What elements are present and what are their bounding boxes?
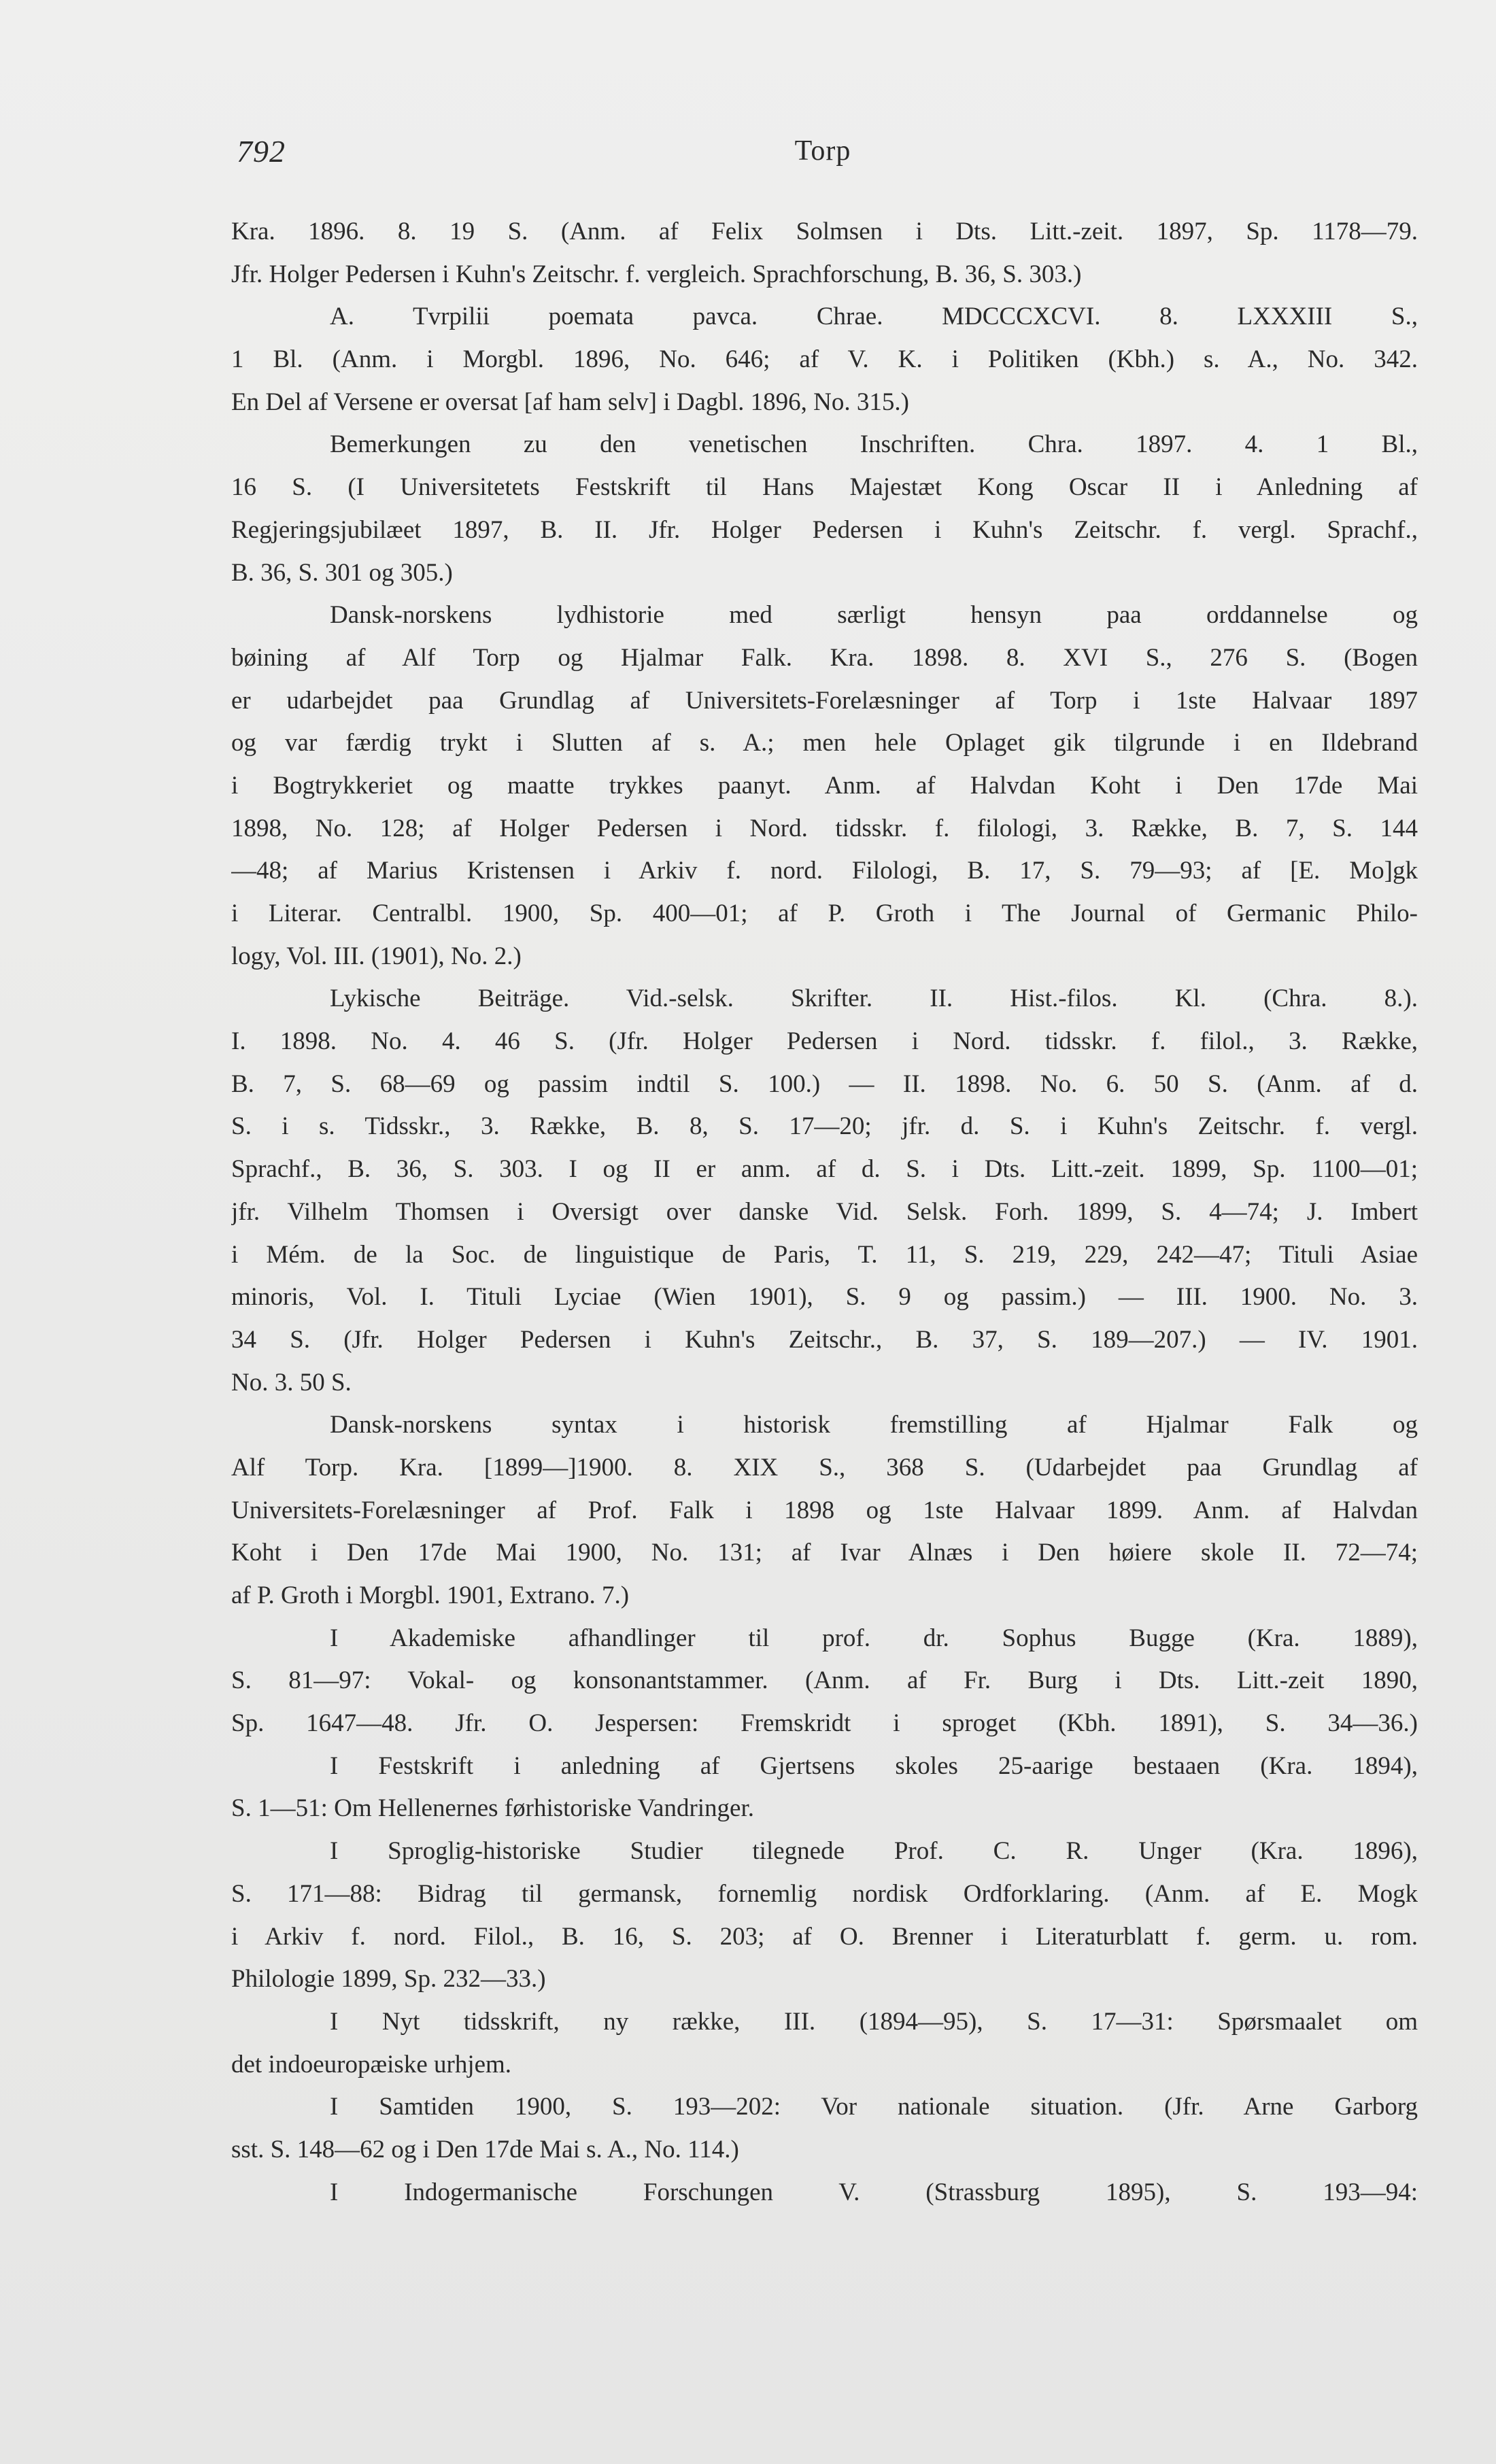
text-line: Jfr. Holger Pedersen i Kuhn's Zeitschr. f. vergleich. Sprachforschung, B. 36, S. 303.) <box>231 260 1082 288</box>
entry-first-line: I Samtiden 1900, S. 193—202: Vor nationale situation. (Jfr. Arne Garborg <box>330 2093 1418 2121</box>
text-line: jfr. Vilhelm Thomsen i Oversigt over danske Vid. Selsk. Forh. 1899, S. 4—74; J. Imbert <box>231 1197 1418 1226</box>
text-line: 1 Bl. (Anm. i Morgbl. 1896, No. 646; af V. K. i Politiken (Kbh.) s. A., No. 342. <box>231 345 1418 374</box>
text-line: i Arkiv f. nord. Filol., B. 16, S. 203; af O. Brenner i Literaturblatt f. germ. u. rom. <box>231 1922 1418 1951</box>
text-line: 34 S. (Jfr. Holger Pedersen i Kuhn's Zeitschr., B. 37, S. 189—207.) — IV. 1901. <box>231 1325 1418 1354</box>
text-line: i Mém. de la Soc. de linguistique de Paris, T. 11, S. 219, 229, 242—47; Tituli Asiae <box>231 1240 1418 1269</box>
text-line: logy, Vol. III. (1901), No. 2.) <box>231 942 522 970</box>
text-line: —48; af Marius Kristensen i Arkiv f. nord. Filologi, B. 17, S. 79—93; af [E. Mo]gk <box>231 857 1418 885</box>
entry-first-line: A. Tvrpilii poemata pavca. Chrae. MDCCCXCVI. 8. LXXXIII S., <box>330 303 1418 331</box>
text-line: er udarbejdet paa Grundlag af Universitets-Forelæsninger af Torp i 1ste Halvaar 1897 <box>231 686 1418 715</box>
text-line: B. 36, S. 301 og 305.) <box>231 558 453 587</box>
text-line: I. 1898. No. 4. 46 S. (Jfr. Holger Pedersen i Nord. tidsskr. f. filol., 3. Række, <box>231 1027 1418 1056</box>
text-line: af P. Groth i Morgbl. 1901, Extrano. 7.) <box>231 1581 630 1609</box>
text-line: Sp. 1647—48. Jfr. O. Jespersen: Fremskridt i sproget (Kbh. 1891), S. 34—36.) <box>231 1709 1418 1738</box>
entry-first-line: Lykische Beiträge. Vid.-selsk. Skrifter. II. Hist.-filos. Kl. (Chra. 8.). <box>330 985 1418 1013</box>
entry-first-line: Bemerkungen zu den venetischen Inschriften. Chra. 1897. 4. 1 Bl., <box>330 430 1418 459</box>
text-line: i Literar. Centralbl. 1900, Sp. 400—01; af P. Groth i The Journal of Germanic Philo- <box>231 900 1418 927</box>
text-line: Philologie 1899, Sp. 232—33.) <box>231 1965 546 1994</box>
text-line: det indoeuropæiske urhjem. <box>231 2050 512 2078</box>
text-line: S. 81—97: Vokal- og konsonantstammer. (Anm. af Fr. Burg i Dts. Litt.-zeit 1890, <box>231 1666 1418 1695</box>
entry-first-line: I Sproglig-historiske Studier tilegnede Prof. C. R. Unger (Kra. 1896), <box>330 1837 1418 1866</box>
entry-first-line: I Nyt tidsskrift, ny række, III. (1894—95), S. 17—31: Spørsmaalet om <box>330 2007 1418 2036</box>
entry-first-line: I Festskrift i anledning af Gjertsens skoles 25-aarige bestaaen (Kra. 1894), <box>330 1751 1418 1780</box>
page-header <box>231 133 1414 181</box>
running-head: Torp <box>794 135 851 167</box>
text-line: Regjeringsjubilæet 1897, B. II. Jfr. Holger Pedersen i Kuhn's Zeitschr. f. vergl. Sprachf., <box>231 515 1418 544</box>
text-line: S. i s. Tidsskr., 3. Række, B. 8, S. 17—20; jfr. d. S. i Kuhn's Zeitschr. f. vergl. <box>231 1112 1418 1141</box>
text-line: Sprachf., B. 36, S. 303. I og II er anm. af d. S. i Dts. Litt.-zeit. 1899, Sp. 1100—01; <box>231 1155 1418 1184</box>
text-line: bøining af Alf Torp og Hjalmar Falk. Kra. 1898. 8. XVI S., 276 S. (Bogen <box>231 643 1418 672</box>
text-line: No. 3. 50 S. <box>231 1368 352 1397</box>
entry-first-line: I Akademiske afhandlinger til prof. dr. Sophus Bugge (Kra. 1889), <box>330 1624 1418 1652</box>
entry-first-line: I Indogermanische Forschungen V. (Strassburg 1895), S. 193—94: <box>330 2178 1418 2206</box>
text-line: Universitets-Forelæsninger af Prof. Falk i 1898 og 1ste Halvaar 1899. Anm. af Halvdan <box>231 1496 1418 1524</box>
text-line: minoris, Vol. I. Tituli Lyciae (Wien 1901), S. 9 og passim.) — III. 1900. No. 3. <box>231 1283 1418 1312</box>
text-line: 16 S. (I Universitetets Festskrift til Hans Majestæt Kong Oscar II i Anledning af <box>231 473 1418 502</box>
text-line: i Bogtrykkeriet og maatte trykkes paanyt. Anm. af Halvdan Koht i Den 17de Mai <box>231 771 1418 800</box>
text-line: S. 1—51: Om Hellenernes førhistoriske Vandringer. <box>231 1794 754 1823</box>
text-line: B. 7, S. 68—69 og passim indtil S. 100.) — II. 1898. No. 6. 50 S. (Anm. af d. <box>231 1070 1418 1098</box>
entry-first-line: Dansk-norskens syntax i historisk fremstilling af Hjalmar Falk og <box>330 1411 1418 1439</box>
entry-first-line: Dansk-norskens lydhistorie med særligt hensyn paa orddannelse og <box>330 601 1418 630</box>
text-line: En Del af Versene er oversat [af ham selv] i Dagbl. 1896, No. 315.) <box>231 388 909 416</box>
body-text <box>231 211 1418 2214</box>
text-line: Koht i Den 17de Mai 1900, No. 131; af Ivar Alnæs i Den høiere skole II. 72—74; <box>231 1539 1418 1567</box>
text-line: Kra. 1896. 8. 19 S. (Anm. af Felix Solmsen i Dts. Litt.-zeit. 1897, Sp. 1178—79. <box>231 218 1418 245</box>
page-number: 792 <box>237 134 286 169</box>
text-line: Alf Torp. Kra. [1899—]1900. 8. XIX S., 368 S. (Udarbejdet paa Grundlag af <box>231 1453 1418 1482</box>
text-line: og var færdig trykt i Slutten af s. A.; men hele Oplaget gik tilgrunde i en Ildebrand <box>231 729 1418 757</box>
text-line: S. 171—88: Bidrag til germansk, fornemlig nordisk Ordforklaring. (Anm. af E. Mogk <box>231 1879 1418 1908</box>
text-line: sst. S. 148—62 og i Den 17de Mai s. A., No. 114.) <box>231 2135 739 2163</box>
text-line: 1898, No. 128; af Holger Pedersen i Nord. tidsskr. f. filologi, 3. Række, B. 7, S. 144 <box>231 814 1418 842</box>
